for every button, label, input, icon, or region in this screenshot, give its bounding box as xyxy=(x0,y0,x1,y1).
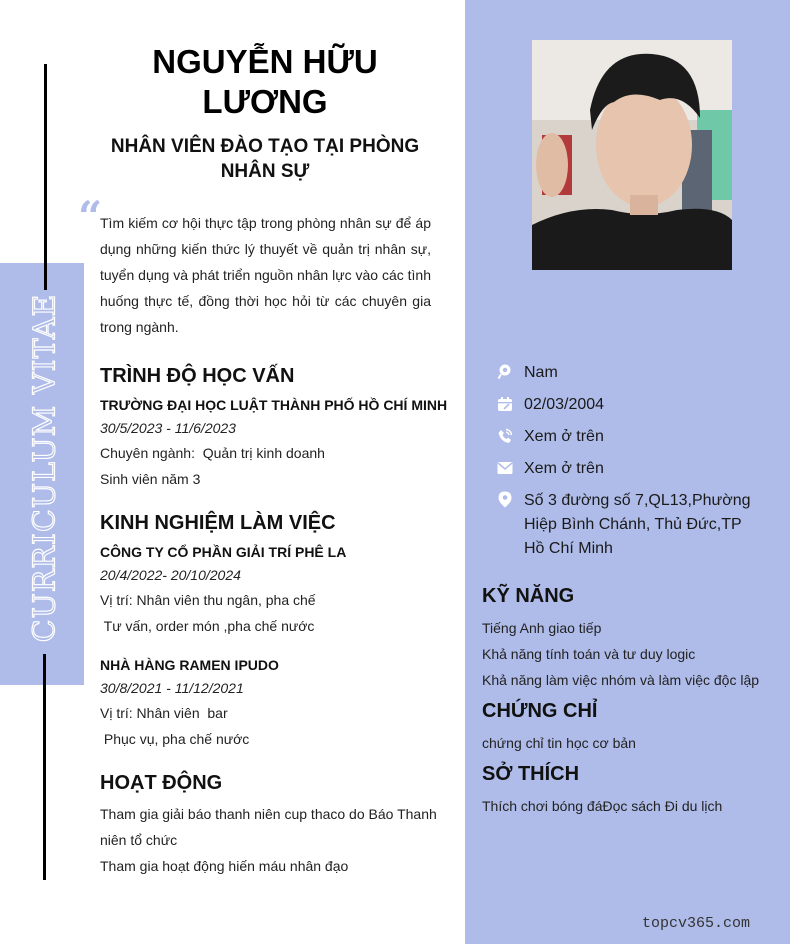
info-birthdate xyxy=(496,393,766,417)
education-major: Chuyên ngành: Quản trị kinh doanh xyxy=(100,445,325,461)
experience-position: Vị trí: Nhân viên bar xyxy=(100,705,228,721)
info-address xyxy=(496,489,766,561)
activity-item: Tham gia giải báo thanh niên cup thaco do Báo Thanh niên tổ chức xyxy=(100,806,437,848)
candidate-name: NGUYỄN HỮU LƯƠNG xyxy=(152,43,378,120)
info-phone xyxy=(496,425,766,449)
gender-icon xyxy=(496,363,513,380)
certificate-item: chứng chỉ tin học cơ bản xyxy=(482,735,636,751)
education-school: TRƯỜNG ĐẠI HỌC LUẬT THÀNH PHỐ HỒ CHÍ MINH xyxy=(100,397,448,413)
info-gender xyxy=(496,361,766,385)
footer-watermark: topcv365.com xyxy=(642,915,751,932)
phone-icon xyxy=(496,427,513,444)
experience-date: 20/4/2022- 20/10/2024 xyxy=(100,567,241,583)
gender-value: Nam xyxy=(524,364,558,381)
experience-position: Vị trí: Nhân viên thu ngân, pha chế xyxy=(100,592,316,608)
skill-item: Khả năng tính toán và tư duy logic xyxy=(482,646,696,662)
address-value: Số 3 đường số 7,QL13,Phường Hiệp Bình Chánh, Thủ Đức,TP Hồ Chí Minh xyxy=(524,492,751,557)
skill-item: Khả năng làm việc nhóm và làm việc độc lập xyxy=(482,672,760,688)
candidate-title: NHÂN VIÊN ĐÀO TẠO TẠI PHÒNG NHÂN SỰ xyxy=(110,136,420,182)
curriculum-vitae-label: CURRICULUM VITAE xyxy=(27,293,63,643)
education-year: Sinh viên năm 3 xyxy=(100,471,201,487)
calendar-icon xyxy=(496,395,513,412)
decorative-line-bottom xyxy=(43,654,46,880)
experience-company: CÔNG TY CỔ PHẦN GIẢI TRÍ PHÊ LA xyxy=(100,544,347,560)
decorative-line-top xyxy=(44,64,47,290)
email-icon xyxy=(496,459,513,476)
phone-value: Xem ở trên xyxy=(524,428,604,445)
certificates-heading: CHỨNG CHỈ xyxy=(482,700,598,722)
hobby-item: Thích chơi bóng đáĐọc sách Đi du lịch xyxy=(482,798,723,814)
info-email xyxy=(496,457,766,481)
education-heading: TRÌNH ĐỘ HỌC VẤN xyxy=(100,365,295,387)
email-value: Xem ở trên xyxy=(524,460,604,477)
experience-company: NHÀ HÀNG RAMEN IPUDO xyxy=(100,657,279,673)
hobbies-heading: SỞ THÍCH xyxy=(482,763,580,785)
activity-item: Tham gia hoạt động hiến máu nhân đạo xyxy=(100,858,349,874)
education-date: 30/5/2023 - 11/6/2023 xyxy=(100,420,236,436)
location-icon xyxy=(496,491,513,508)
experience-duty: Tư vấn, order món ,pha chế nước xyxy=(100,618,315,634)
activities-heading: HOẠT ĐỘNG xyxy=(100,772,223,794)
experience-heading: KINH NGHIỆM LÀM VIỆC xyxy=(100,512,336,534)
profile-photo xyxy=(532,40,732,270)
experience-date: 30/8/2021 - 11/12/2021 xyxy=(100,680,244,696)
career-objective: Tìm kiếm cơ hội thực tập trong phòng nhân sự để áp dụng những kiến thức lý thuyết về quản trị nhân sự, tuyển dụng và phát triển nguồn nhân lực vào các tình huống thực tế, đồng thời học hỏi từ các chuyên gia trong ngành. xyxy=(100,215,431,335)
skill-item: Tiếng Anh giao tiếp xyxy=(482,620,602,636)
skills-heading: KỸ NĂNG xyxy=(482,585,575,607)
birthdate-value: 02/03/2004 xyxy=(524,396,605,413)
profile-photo-placeholder xyxy=(532,40,732,270)
experience-duty: Phục vụ, pha chế nước xyxy=(100,731,250,747)
quote-icon: “ xyxy=(78,192,103,241)
